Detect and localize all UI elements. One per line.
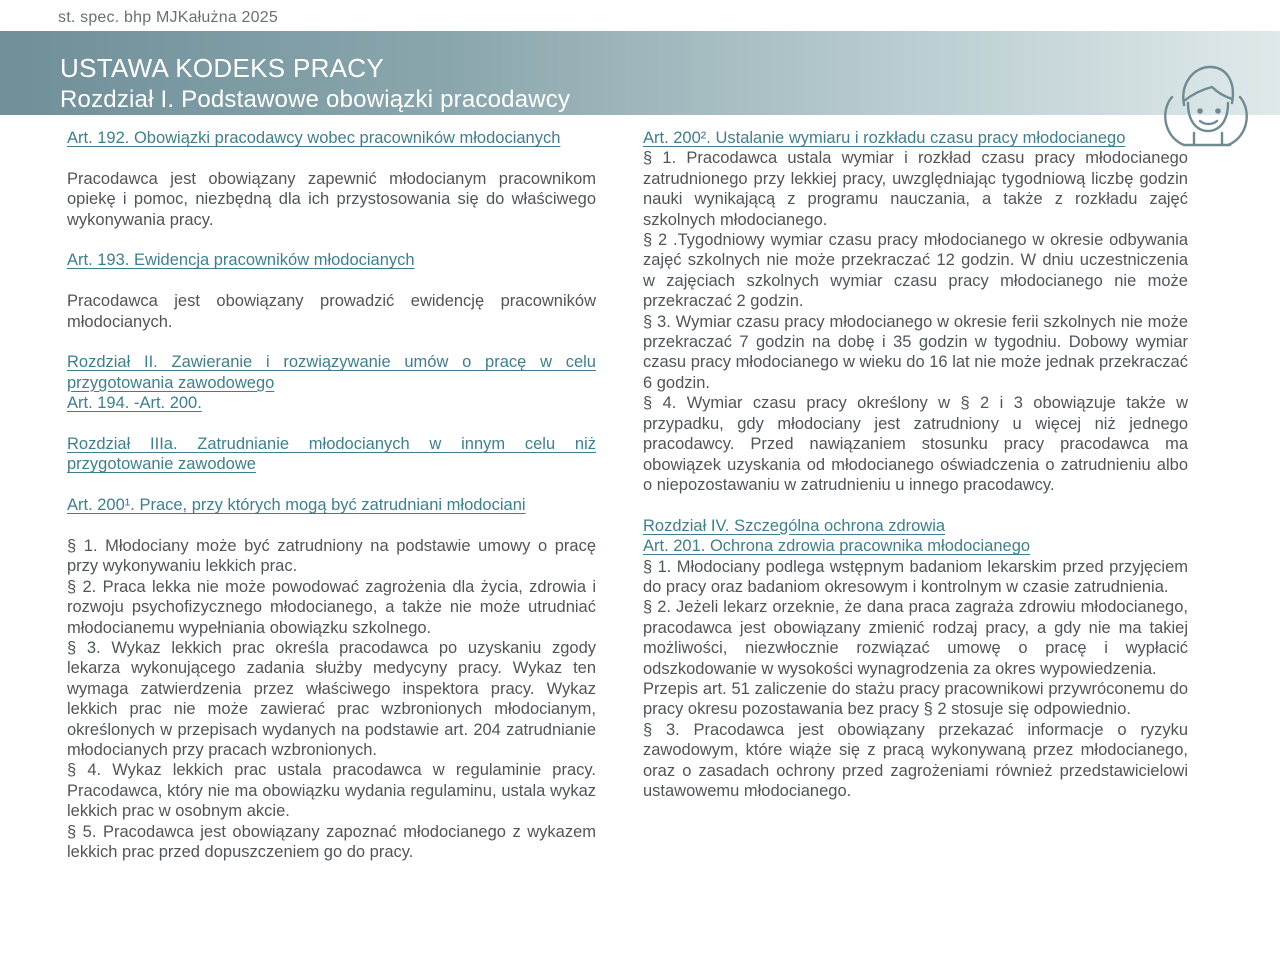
chapter-4-heading[interactable]: Rozdział IV. Szczególna ochrona zdrowia — [643, 516, 946, 535]
article-193-heading[interactable]: Art. 193. Ewidencja pracowników młodocianych — [67, 251, 415, 270]
article-200-2-heading[interactable]: Art. 200². Ustalanie wymiaru i rozkładu czasu pracy młodocianego — [643, 129, 1126, 147]
article-200-1-heading[interactable]: Art. 200¹. Prace, przy których mogą być zatrudniani młodociani — [67, 496, 526, 515]
article-193-text: Pracodawca jest obowiązany prowadzić ewidencję pracowników młodocianych. — [67, 292, 596, 331]
article-200-1-paragraph-3: § 3. Wykaz lekkich prac określa pracodawca po uzyskaniu zgody lekarza wykonującego zadania służby medycyny pracy. Wykaz ten wymaga zatwierdzenia przez właściwego inspektora pracy. Wykaz lekkich prac nie może zawierać prac wzbronionych młodocianym, określonych w przepisach wydanych na podstawie art. 204 zatrudnianie młodocianych przy pracach wzbronionych. — [67, 639, 596, 760]
right-column — [643, 128, 1188, 801]
article-201-heading[interactable]: Art. 201. Ochrona zdrowia pracownika młodocianego — [643, 537, 1031, 556]
article-192-heading[interactable]: Art. 192. Obowiązki pracodawcy wobec pracowników młodocianych — [67, 129, 561, 147]
left-column — [67, 128, 596, 863]
article-200-2-paragraph-2: § 2 .Tygodniowy wymiar czasu pracy młodocianego w okresie odbywania zajęć szkolnych nie może przekraczać 12 godzin. W dniu uczestniczenia w zajęciach szkolnych wymiar czasu pracy młodocianego nie może przekraczać 2 godzin. — [643, 231, 1188, 311]
chapter-3a-heading[interactable]: Rozdział IIIa. Zatrudnianie młodocianych w innym celu niż przygotowanie zawodowe — [67, 435, 596, 474]
document-header-note: st. spec. bhp MJKałużna 2025 — [58, 9, 278, 26]
title-banner — [0, 31, 1280, 115]
article-200-2-paragraph-3: § 3. Wymiar czasu pracy młodocianego w okresie ferii szkolnych nie może przekraczać 7 godzin na dobę i 35 godzin w tygodniu. Dobowy wymiar czasu pracy młodocianego w wieku do 16 lat nie może jednak przekraczać 6 godzin. — [643, 312, 1188, 392]
article-201-paragraph-2: § 2. Jeżeli lekarz orzeknie, że dana praca zagraża zdrowiu młodocianego, pracodawca jest obowiązany zmienić rodzaj pracy, a gdy nie ma takiej możliwości, niezwłocznie rozwiązać umowę o pracę i wypłacić odszkodowanie w wysokości wynagrodzenia za okres wypowiedzenia. — [643, 598, 1188, 678]
article-192-text: Pracodawca jest obowiązany zapewnić młodocianym pracownikom opiekę i pomoc, niezbędną dla ich przystosowania się do właściwego wykonywania pracy. — [67, 169, 596, 229]
page-subtitle: Rozdział I. Podstawowe obowiązki pracodawcy — [60, 86, 571, 113]
article-201-paragraph-3: § 3. Pracodawca jest obowiązany przekazać informacje o ryzyku zawodowym, które wiąże się z pracą wykonywaną przez młodocianego, oraz o zasadach ochrony przed zagrożeniami również przedstawicielowi ustawowemu młodocianego. — [643, 720, 1188, 800]
article-200-1-paragraph-5: § 5. Pracodawca jest obowiązany zapoznać młodocianego z wykazem lekkich prac przed dopuszczeniem go do pracy. — [67, 822, 596, 862]
article-201-paragraph-1: § 1. Młodociany podlega wstępnym badaniom lekarskim przed przyjęciem do pracy oraz badaniom okresowym i kontrolnym w czasie zatrudnienia. — [643, 557, 1188, 596]
article-200-2-paragraph-1: § 1. Pracodawca ustala wymiar i rozkład czasu pracy młodocianego zatrudnionego przy lekkiej pracy, uwzględniając tygodniową liczbę godzin nauki wynikającą z programu nauczania, a także z rozkładu zajęć szkolnych młodocianego. — [643, 149, 1188, 229]
page-title: USTAWA KODEKS PRACY — [60, 53, 385, 83]
article-201-paragraph-2b: Przepis art. 51 zaliczenie do stażu pracy pracownikowi przywróconemu do pracy okresu pozostawania bez pracy § 2 stosuje się odpowiednio. — [643, 679, 1188, 719]
article-200-2-paragraph-4: § 4. Wymiar czasu pracy określony w § 2 i 3 obowiązuje także w przypadku, gdy młodociany jest zatrudniony u więcej niż jednego pracodawcy. Przed nawiązaniem stosunku pracy pracodawca ma obowiązek uzyskania od młodocianego oświadczenia o zatrudnieniu albo o niepozostawaniu w zatrudnieniu u innego pracodawcy. — [643, 394, 1188, 494]
chapter-2-article-range[interactable]: Art. 194. -Art. 200. — [67, 394, 202, 413]
article-200-1-paragraph-2: § 2. Praca lekka nie może powodować zagrożenia dla życia, zdrowia i rozwoju psychofizycznego młodocianego, a także nie może utrudniać młodocianemu wypełniania obowiązku szkolnego. — [67, 577, 596, 637]
chapter-2-heading[interactable]: Rozdział II. Zawieranie i rozwiązywanie umów o pracę w celu przygotowania zawodowego — [67, 353, 596, 392]
article-200-1-paragraph-1: § 1. Młodociany może być zatrudniony na podstawie umowy o pracę przy wykonywaniu lekkich prac. — [67, 537, 596, 576]
article-200-1-paragraph-4: § 4. Wykaz lekkich prac ustala pracodawca w regulaminie pracy. Pracodawca, który nie ma obowiązku wydania regulaminu, ustala wykaz lekkich prac w osobnym akcie. — [67, 761, 596, 821]
